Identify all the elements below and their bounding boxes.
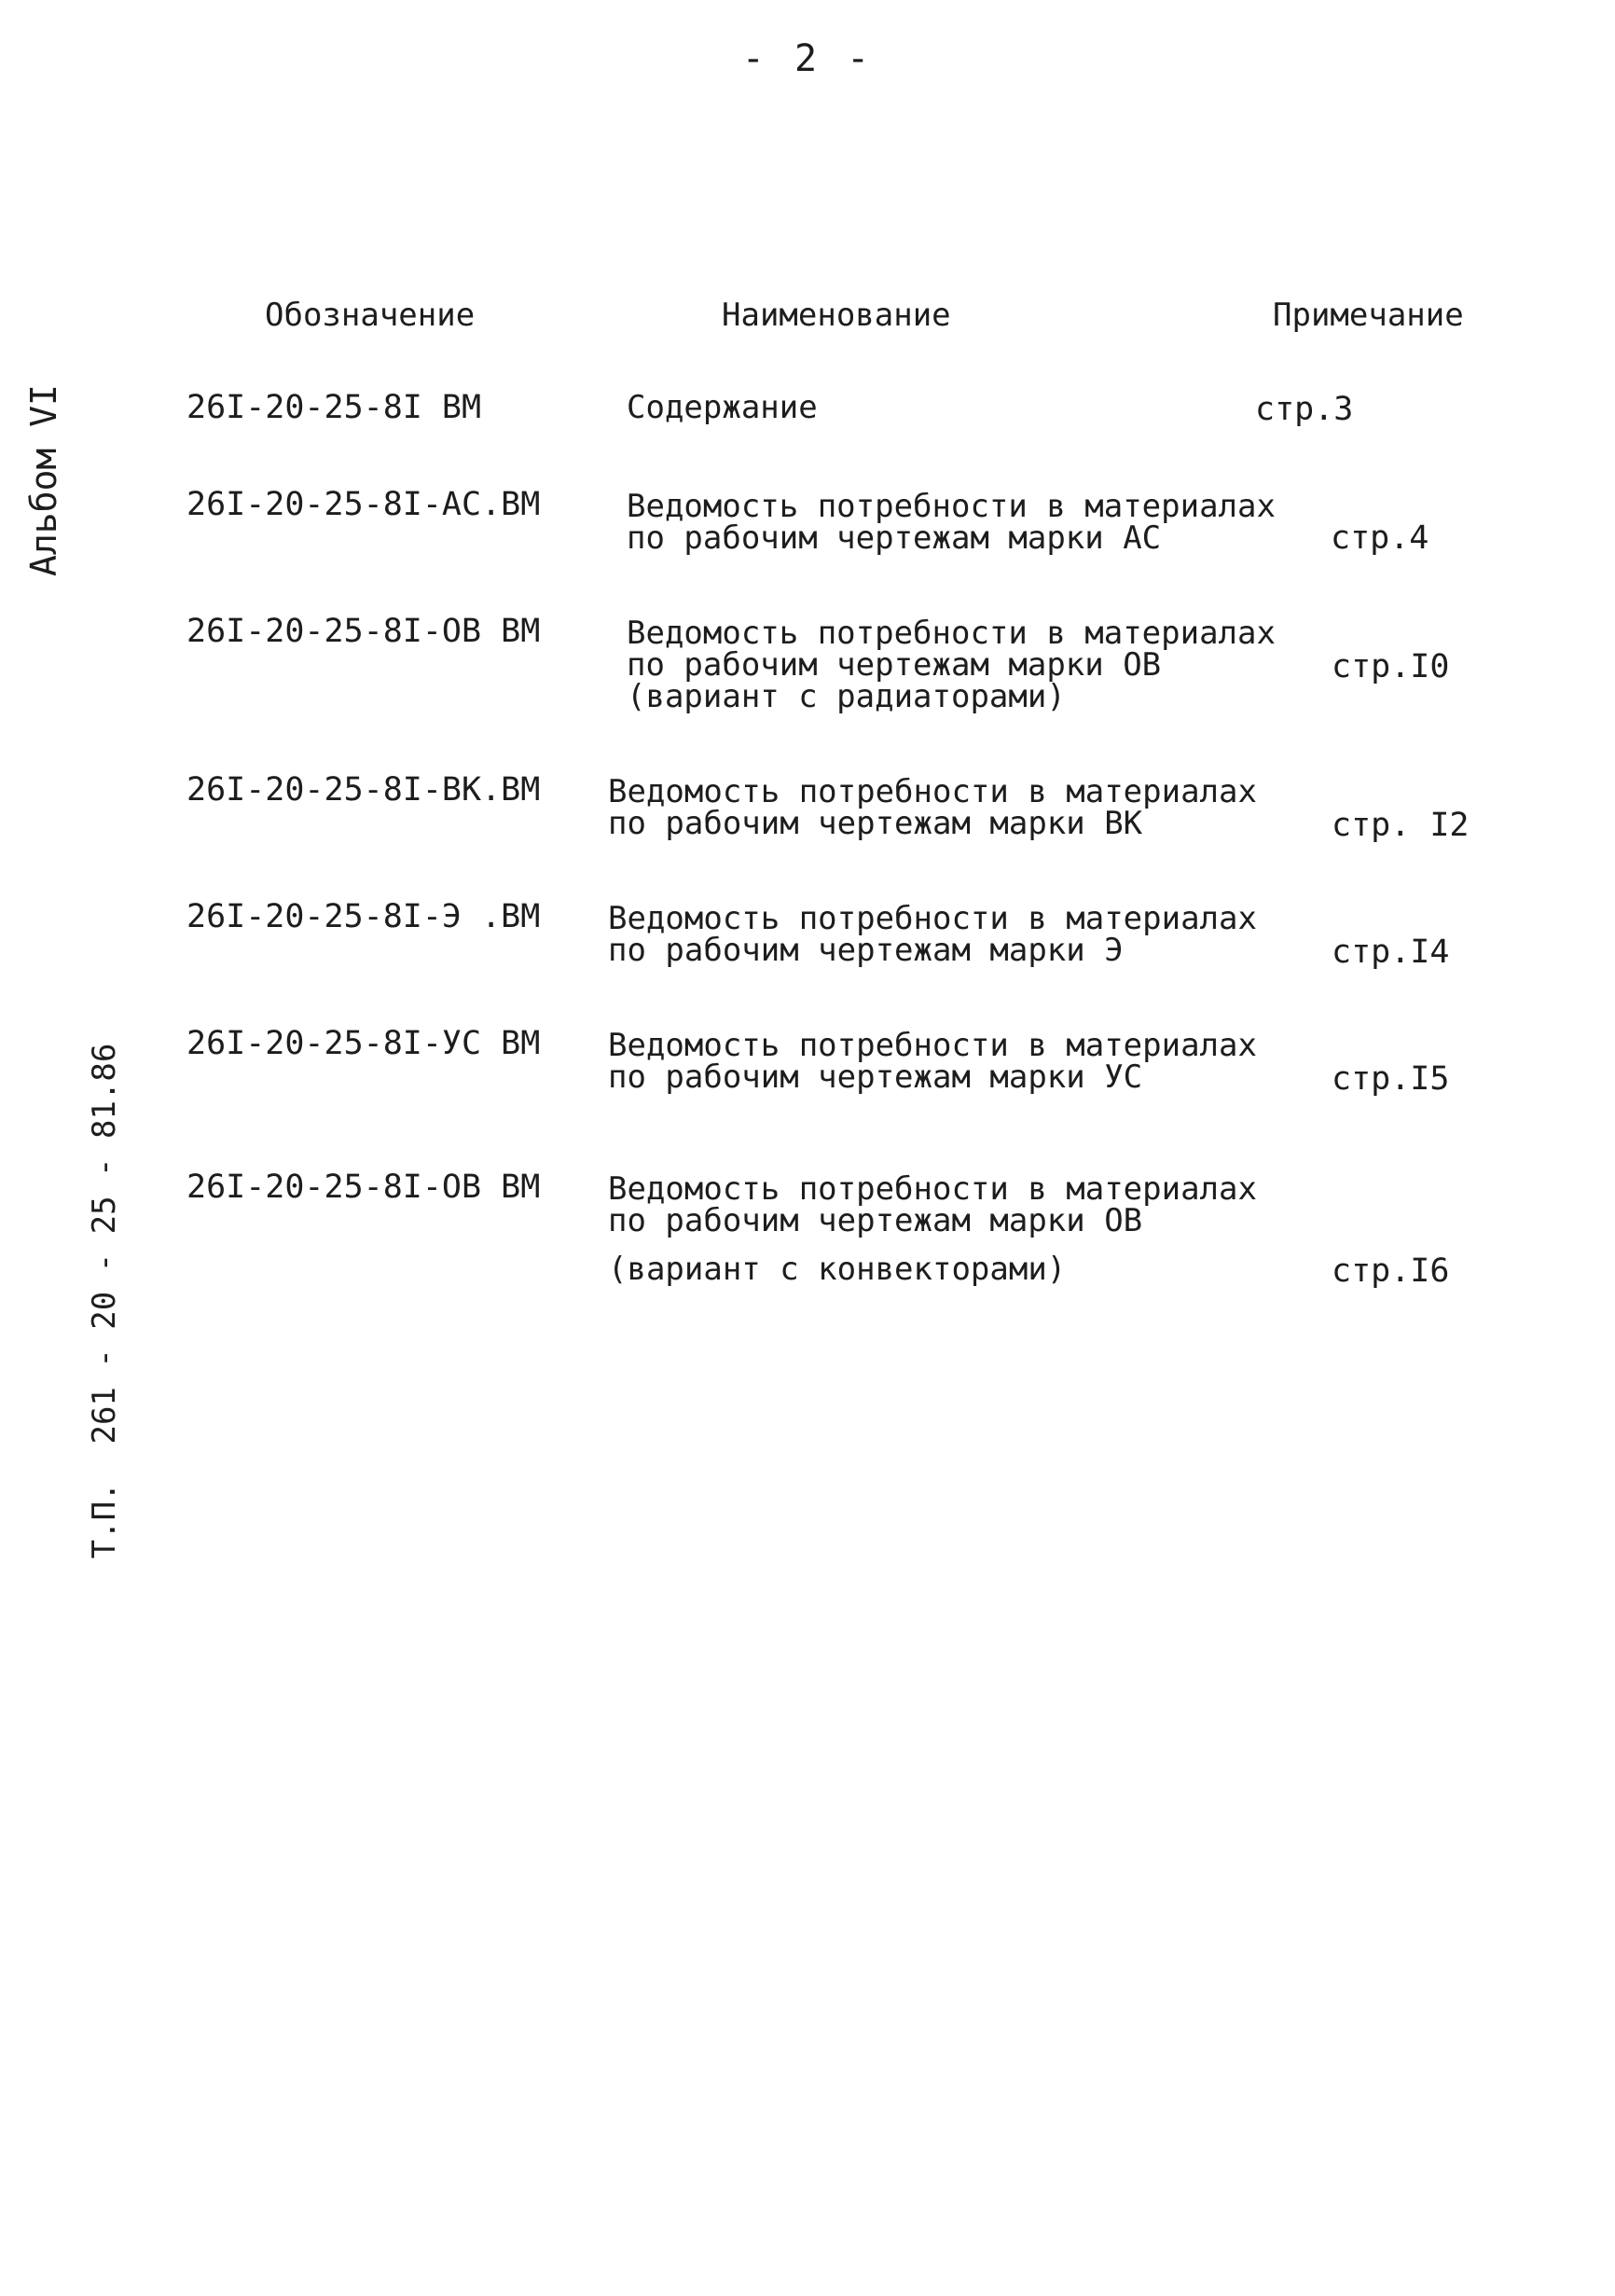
row-name-line: по рабочим чертежам марки ВК — [608, 805, 1143, 842]
page-number: - 2 - — [741, 37, 874, 80]
row-name-line: Ведомость потребности в материалах — [608, 1027, 1257, 1064]
row-name-line: по рабочим чертежам марки ОВ — [627, 646, 1162, 684]
row-name-line: Ведомость потребности в материалах — [608, 900, 1257, 937]
row-name-line: Ведомость потребности в материалах — [608, 1170, 1257, 1208]
row-name-line: по рабочим чертежам марки Э — [608, 932, 1124, 969]
row-name-line: (вариант с радиаторами) — [627, 678, 1066, 715]
row-designation: 26I-20-25-8I-Э .ВМ — [186, 898, 541, 935]
row-note: стр.I6 — [1332, 1252, 1450, 1290]
row-name-line: (вариант с конвекторами) — [608, 1251, 1067, 1288]
row-name-line: по рабочим чертежам марки ОВ — [608, 1202, 1143, 1239]
project-side-label: Т.П. 261 - 20 - 25 - 81.86 — [86, 1043, 123, 1559]
row-designation: 26I-20-25-8I-ВК.ВМ — [186, 771, 541, 809]
header-note: Примечание — [1273, 297, 1464, 334]
row-note: стр.I0 — [1332, 648, 1450, 685]
row-name-line: Ведомость потребности в материалах — [627, 615, 1276, 652]
row-designation: 26I-20-25-8I ВМ — [186, 389, 482, 426]
header-designation: Обозначение — [265, 297, 476, 334]
album-side-label: Альбом VI — [23, 384, 65, 576]
row-designation: 26I-20-25-8I-ОВ ВМ — [186, 613, 541, 650]
row-designation: 26I-20-25-8I-УС ВМ — [186, 1025, 541, 1062]
row-note: стр. I2 — [1332, 807, 1470, 844]
row-name-line: Ведомость потребности в материалах — [608, 773, 1257, 810]
row-note: стр.I4 — [1332, 934, 1450, 971]
row-designation: 26I-20-25-8I-АС.ВМ — [186, 486, 541, 523]
header-name: Наименование — [722, 297, 951, 334]
row-note: стр.I5 — [1332, 1060, 1450, 1098]
row-name-line: Ведомость потребности в материалах — [627, 488, 1276, 525]
row-note: стр.3 — [1255, 391, 1354, 428]
row-name-line: Содержание — [627, 389, 818, 426]
row-designation: 26I-20-25-8I-ОВ ВМ — [186, 1169, 541, 1206]
row-name-line: по рабочим чертежам марки УС — [608, 1058, 1143, 1096]
row-note: стр.4 — [1331, 519, 1429, 557]
row-name-line: по рабочим чертежам марки АС — [627, 519, 1162, 557]
